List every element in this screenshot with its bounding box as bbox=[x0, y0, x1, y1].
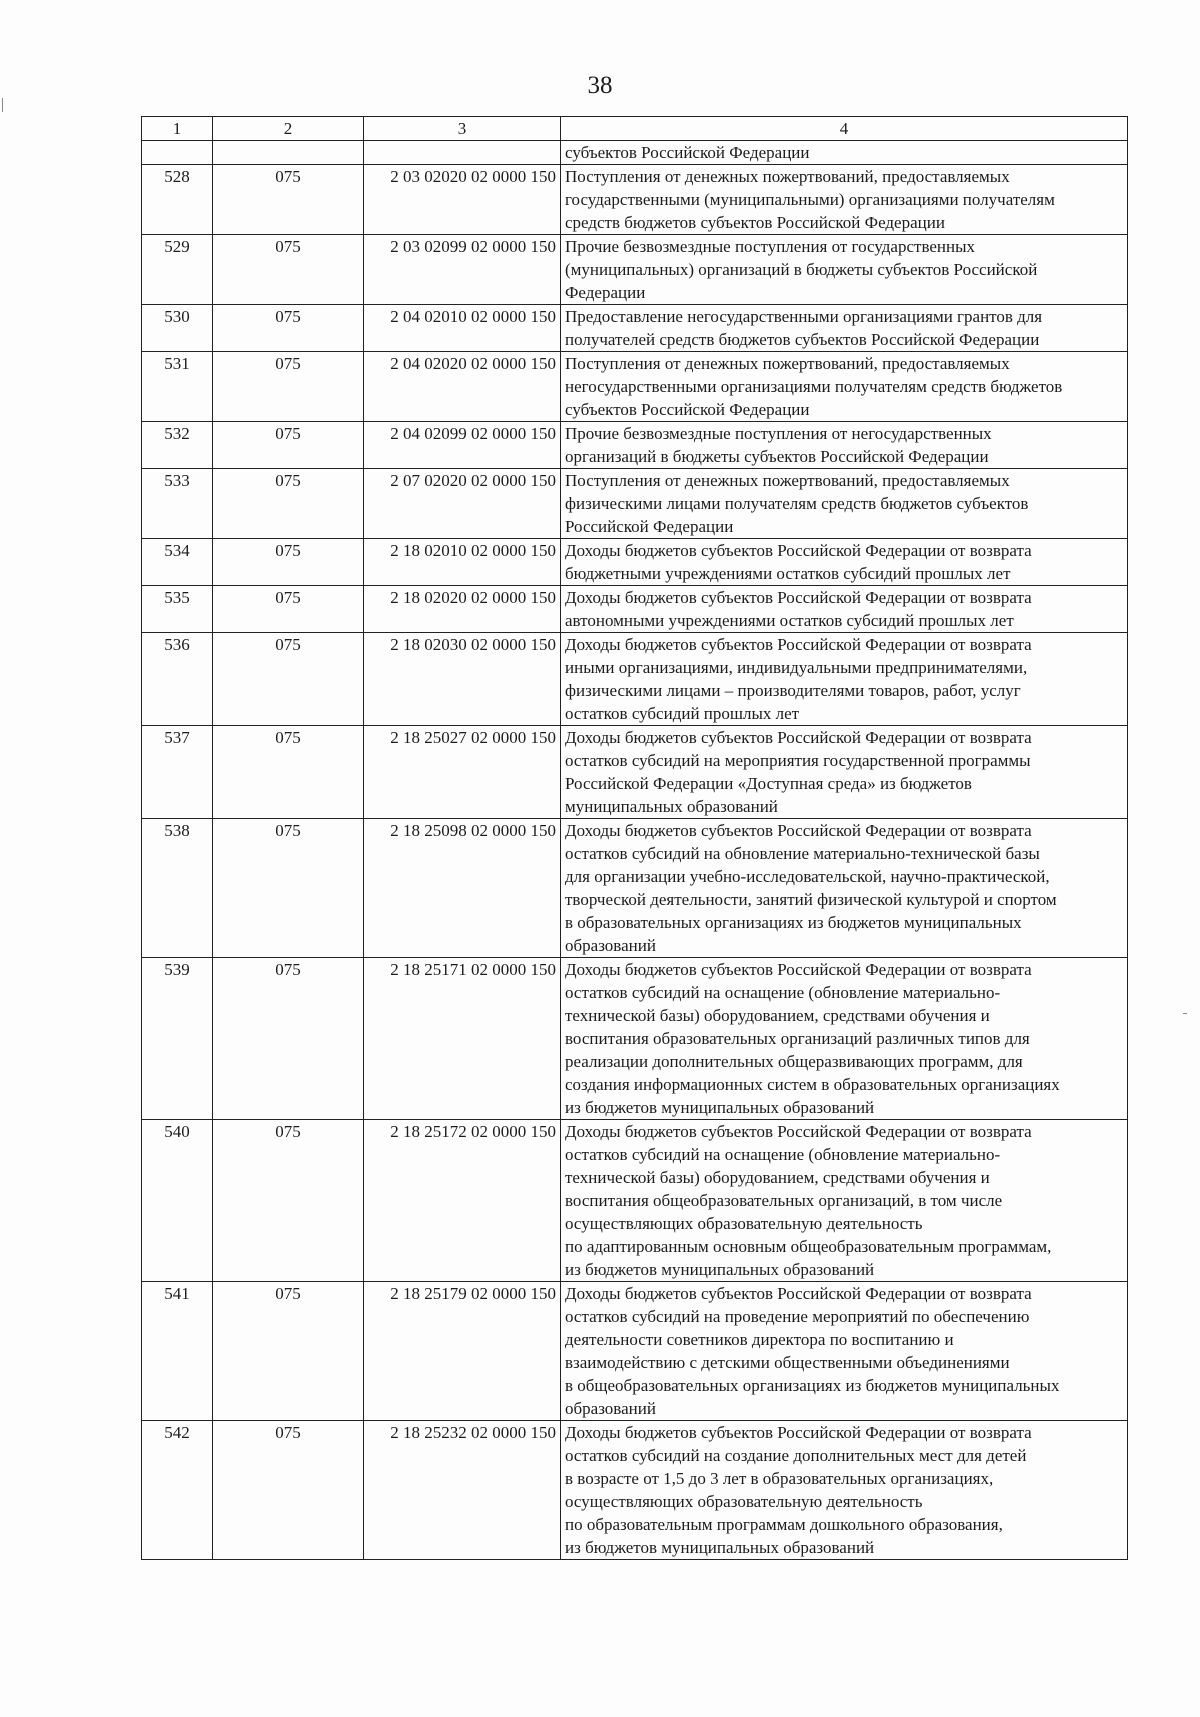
kbk-code-cell: 2 18 02030 02 0000 150 bbox=[364, 633, 561, 726]
column-header-number: 1 bbox=[142, 117, 213, 141]
description-line: бюджетными учреждениями остатков субсидий прошлых лет bbox=[565, 564, 1011, 583]
description-line: Прочие безвозмездные поступления от негосударственных bbox=[565, 424, 992, 443]
description-line: субъектов Российской Федерации bbox=[565, 400, 810, 419]
table-row bbox=[142, 633, 1128, 726]
table-row bbox=[142, 235, 1128, 305]
admin-code-cell: 075 bbox=[213, 235, 364, 305]
description-line: муниципальных образований bbox=[565, 797, 778, 816]
description-line: Поступления от денежных пожертвований, предоставляемых bbox=[565, 354, 1010, 373]
description-line: автономными учреждениями остатков субсидий прошлых лет bbox=[565, 611, 1014, 630]
description-line: из бюджетов муниципальных образований bbox=[565, 1538, 875, 1557]
column-header-description: 4 bbox=[561, 117, 1128, 141]
admin-code-cell: 075 bbox=[213, 469, 364, 539]
page-number: 38 bbox=[587, 72, 613, 99]
kbk-code-cell: 2 18 25179 02 0000 150 bbox=[364, 1282, 561, 1421]
admin-code-cell: 075 bbox=[213, 958, 364, 1120]
description-line: Доходы бюджетов субъектов Российской Федерации от возврата bbox=[565, 821, 1032, 840]
kbk-code-cell: 2 18 02020 02 0000 150 bbox=[364, 586, 561, 633]
table-row bbox=[142, 1421, 1128, 1560]
description-line: государственными (муниципальными) организациями получателям bbox=[565, 190, 1055, 209]
description-line: получателей средств бюджетов субъектов Российской Федерации bbox=[565, 330, 1040, 349]
description-line: творческой деятельности, занятий физической культурой и спортом bbox=[565, 890, 1057, 909]
description-line: остатков субсидий на создание дополнительных мест для детей bbox=[565, 1446, 1027, 1465]
table-header-row bbox=[142, 117, 1128, 141]
admin-code-cell: 075 bbox=[213, 819, 364, 958]
description-line: остатков субсидий на оснащение (обновление материально- bbox=[565, 1145, 1001, 1164]
description-line: воспитания общеобразовательных организаций, в том числе bbox=[565, 1191, 1003, 1210]
description-cell bbox=[561, 958, 1128, 1120]
description-line: Доходы бюджетов субъектов Российской Федерации от возврата bbox=[565, 588, 1032, 607]
description-line: по образовательным программам дошкольного образования, bbox=[565, 1515, 1003, 1534]
table-row-continuation bbox=[142, 141, 1128, 165]
description-line: Российской Федерации «Доступная среда» из бюджетов bbox=[565, 774, 972, 793]
description-cell bbox=[561, 633, 1128, 726]
description-line: Доходы бюджетов субъектов Российской Федерации от возврата bbox=[565, 1122, 1032, 1141]
table-row bbox=[142, 539, 1128, 586]
row-number-cell: 531 bbox=[142, 352, 213, 422]
row-number-cell: 539 bbox=[142, 958, 213, 1120]
description-line: в образовательных организациях из бюджетов муниципальных bbox=[565, 913, 1022, 932]
scan-edge-mark bbox=[2, 98, 3, 112]
description-line: иными организациями, индивидуальными предпринимателями, bbox=[565, 658, 1028, 677]
description-line: негосударственными организациями получателям средств бюджетов bbox=[565, 377, 1063, 396]
admin-code-cell: 075 bbox=[213, 586, 364, 633]
admin-code-cell: 075 bbox=[213, 1120, 364, 1282]
description-line: в общеобразовательных организациях из бюджетов муниципальных bbox=[565, 1376, 1060, 1395]
row-number-cell: 540 bbox=[142, 1120, 213, 1282]
table-row bbox=[142, 1282, 1128, 1421]
kbk-code-cell: 2 18 25027 02 0000 150 bbox=[364, 726, 561, 819]
admin-code-cell: 075 bbox=[213, 539, 364, 586]
admin-code-cell: 075 bbox=[213, 352, 364, 422]
row-number-cell: 542 bbox=[142, 1421, 213, 1560]
description-line: Доходы бюджетов субъектов Российской Федерации от возврата bbox=[565, 728, 1032, 747]
row-number-cell: 528 bbox=[142, 165, 213, 235]
row-number-cell: 530 bbox=[142, 305, 213, 352]
description-line: в возрасте от 1,5 до 3 лет в образовательных организациях, bbox=[565, 1469, 994, 1488]
description-line: Федерации bbox=[565, 283, 646, 302]
table-row bbox=[142, 958, 1128, 1120]
column-header-kbk-code: 3 bbox=[364, 117, 561, 141]
description-line: Доходы бюджетов субъектов Российской Федерации от возврата bbox=[565, 541, 1032, 560]
description-line: осуществляющих образовательную деятельность bbox=[565, 1214, 923, 1233]
description-line: взаимодействию с детскими общественными объединениями bbox=[565, 1353, 1010, 1372]
description-line: по адаптированным основным общеобразовательным программам, bbox=[565, 1237, 1052, 1256]
table-row bbox=[142, 165, 1128, 235]
kbk-code-cell: 2 18 02010 02 0000 150 bbox=[364, 539, 561, 586]
scan-edge-mark bbox=[1183, 1013, 1187, 1014]
table-row bbox=[142, 352, 1128, 422]
description-cell bbox=[561, 539, 1128, 586]
kbk-code-cell: 2 03 02099 02 0000 150 bbox=[364, 235, 561, 305]
kbk-code-cell bbox=[364, 141, 561, 165]
description-cell bbox=[561, 586, 1128, 633]
description-line: воспитания образовательных организаций различных типов для bbox=[565, 1029, 1030, 1048]
description-line: из бюджетов муниципальных образований bbox=[565, 1098, 875, 1117]
admin-code-cell bbox=[213, 141, 364, 165]
description-line: остатков субсидий прошлых лет bbox=[565, 704, 800, 723]
description-line: образований bbox=[565, 1399, 656, 1418]
admin-code-cell: 075 bbox=[213, 1282, 364, 1421]
description-line: образований bbox=[565, 936, 656, 955]
description-cell bbox=[561, 165, 1128, 235]
kbk-code-cell: 2 18 25171 02 0000 150 bbox=[364, 958, 561, 1120]
admin-code-cell: 075 bbox=[213, 422, 364, 469]
kbk-code-cell: 2 04 02020 02 0000 150 bbox=[364, 352, 561, 422]
description-line: остатков субсидий на оснащение (обновление материально- bbox=[565, 983, 1001, 1002]
kbk-code-cell: 2 04 02099 02 0000 150 bbox=[364, 422, 561, 469]
description-line: технической базы) оборудованием, средствами обучения и bbox=[565, 1006, 990, 1025]
description-cell bbox=[561, 305, 1128, 352]
admin-code-cell: 075 bbox=[213, 1421, 364, 1560]
description-cell bbox=[561, 1282, 1128, 1421]
table-row bbox=[142, 305, 1128, 352]
description-line: физическими лицами – производителями товаров, работ, услуг bbox=[565, 681, 1021, 700]
description-line: Доходы бюджетов субъектов Российской Федерации от возврата bbox=[565, 960, 1032, 979]
column-header-admin-code: 2 bbox=[213, 117, 364, 141]
table-body bbox=[142, 141, 1128, 1560]
kbk-code-cell: 2 04 02010 02 0000 150 bbox=[364, 305, 561, 352]
row-number-cell: 536 bbox=[142, 633, 213, 726]
description-cell bbox=[561, 235, 1128, 305]
table-row bbox=[142, 586, 1128, 633]
description-line: создания информационных систем в образовательных организациях bbox=[565, 1075, 1060, 1094]
admin-code-cell: 075 bbox=[213, 165, 364, 235]
table-row bbox=[142, 1120, 1128, 1282]
kbk-code-cell: 2 03 02020 02 0000 150 bbox=[364, 165, 561, 235]
description-line: технической базы) оборудованием, средствами обучения и bbox=[565, 1168, 990, 1187]
description-cell bbox=[561, 141, 1128, 165]
kbk-code-cell: 2 18 25172 02 0000 150 bbox=[364, 1120, 561, 1282]
description-cell bbox=[561, 726, 1128, 819]
table-row bbox=[142, 726, 1128, 819]
description-line: Доходы бюджетов субъектов Российской Федерации от возврата bbox=[565, 1284, 1032, 1303]
description-line: из бюджетов муниципальных образований bbox=[565, 1260, 875, 1279]
description-line: остатков субсидий на проведение мероприятий по обеспечению bbox=[565, 1307, 1030, 1326]
row-number-cell: 535 bbox=[142, 586, 213, 633]
row-number-cell: 541 bbox=[142, 1282, 213, 1421]
row-number-cell: 537 bbox=[142, 726, 213, 819]
budget-codes-table bbox=[141, 116, 1128, 1560]
row-number-cell: 533 bbox=[142, 469, 213, 539]
description-cell bbox=[561, 1421, 1128, 1560]
description-line: Прочие безвозмездные поступления от государственных bbox=[565, 237, 976, 256]
admin-code-cell: 075 bbox=[213, 633, 364, 726]
description-line: остатков субсидий на мероприятия государственной программы bbox=[565, 751, 1031, 770]
kbk-code-cell: 2 18 25098 02 0000 150 bbox=[364, 819, 561, 958]
row-number-cell bbox=[142, 141, 213, 165]
description-line: субъектов Российской Федерации bbox=[565, 143, 810, 162]
description-cell bbox=[561, 469, 1128, 539]
description-cell bbox=[561, 1120, 1128, 1282]
kbk-code-cell: 2 18 25232 02 0000 150 bbox=[364, 1421, 561, 1560]
row-number-cell: 534 bbox=[142, 539, 213, 586]
description-line: физическими лицами получателям средств бюджетов субъектов bbox=[565, 494, 1029, 513]
description-line: Поступления от денежных пожертвований, предоставляемых bbox=[565, 471, 1010, 490]
description-cell bbox=[561, 422, 1128, 469]
description-line: (муниципальных) организаций в бюджеты субъектов Российской bbox=[565, 260, 1038, 279]
kbk-code-cell: 2 07 02020 02 0000 150 bbox=[364, 469, 561, 539]
description-line: осуществляющих образовательную деятельность bbox=[565, 1492, 923, 1511]
table-row bbox=[142, 422, 1128, 469]
description-line: Поступления от денежных пожертвований, предоставляемых bbox=[565, 167, 1010, 186]
description-line: средств бюджетов субъектов Российской Федерации bbox=[565, 213, 945, 232]
table-row bbox=[142, 819, 1128, 958]
description-line: для организации учебно-исследовательской, научно-практической, bbox=[565, 867, 1050, 886]
description-line: реализации дополнительных общеразвивающих программ, для bbox=[565, 1052, 1023, 1071]
description-line: деятельности советников директора по воспитанию и bbox=[565, 1330, 954, 1349]
row-number-cell: 538 bbox=[142, 819, 213, 958]
row-number-cell: 529 bbox=[142, 235, 213, 305]
admin-code-cell: 075 bbox=[213, 726, 364, 819]
admin-code-cell: 075 bbox=[213, 305, 364, 352]
description-line: Доходы бюджетов субъектов Российской Федерации от возврата bbox=[565, 635, 1032, 654]
description-line: остатков субсидий на обновление материально-технической базы bbox=[565, 844, 1040, 863]
description-line: Российской Федерации bbox=[565, 517, 734, 536]
description-line: Предоставление негосударственными организациями грантов для bbox=[565, 307, 1043, 326]
description-cell bbox=[561, 352, 1128, 422]
description-cell bbox=[561, 819, 1128, 958]
description-line: организаций в бюджеты субъектов Российской Федерации bbox=[565, 447, 989, 466]
row-number-cell: 532 bbox=[142, 422, 213, 469]
table-row bbox=[142, 469, 1128, 539]
description-line: Доходы бюджетов субъектов Российской Федерации от возврата bbox=[565, 1423, 1032, 1442]
